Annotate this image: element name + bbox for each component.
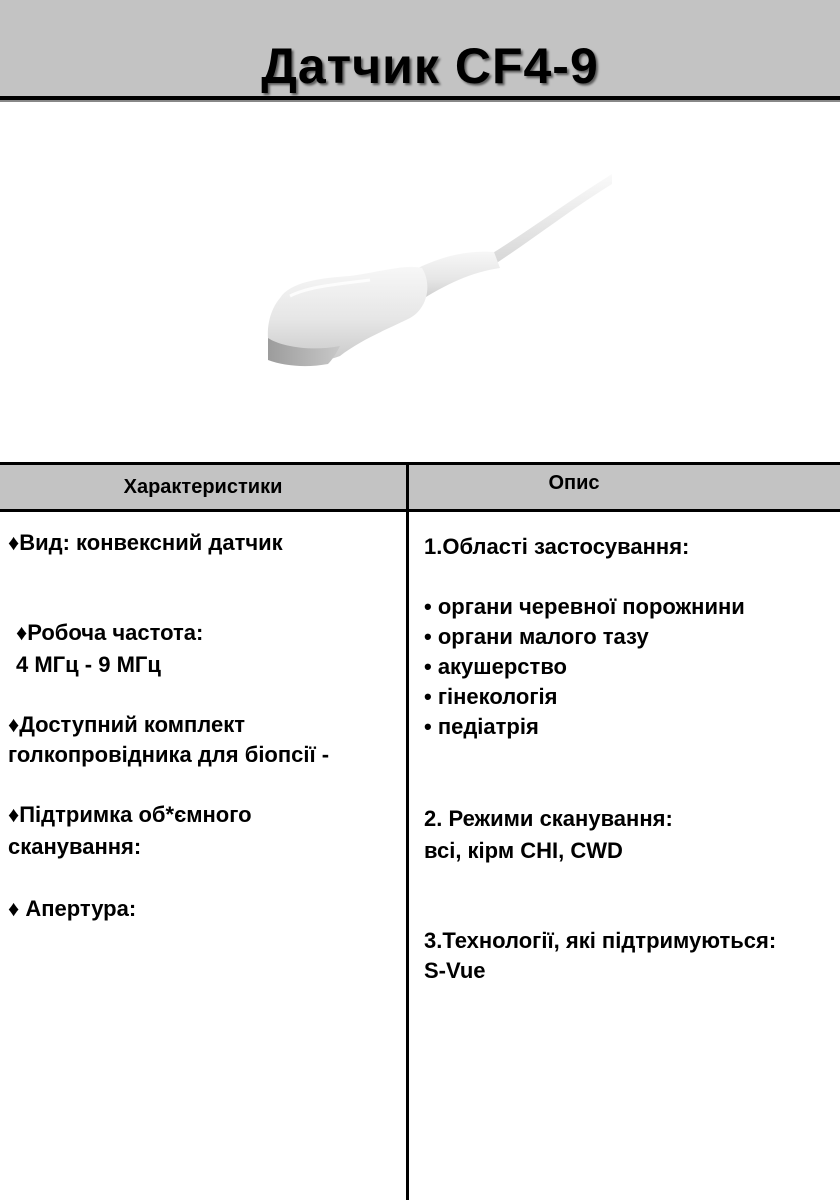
list-item: • органи черевної порожнини [424,594,745,619]
page-title: Датчик CF4-9 [261,38,599,94]
header-characteristics: Характеристики [123,476,283,498]
list-item: • акушерство [424,654,567,679]
spec-frequency-value: 4 МГц - 9 МГц [16,652,161,677]
spec-type: ♦Вид: конвексний датчик [8,530,283,555]
column-divider [406,462,409,1200]
spec-volume-line1: ♦Підтримка об*ємного [8,802,252,827]
applications-title: 1.Області застосування: [424,534,690,559]
spec-biopsy-line2: голкопровідника для біопсії - [8,742,330,767]
modes-title: 2. Режими сканування: [424,806,673,831]
ultrasound-convex-probe-icon [250,160,620,380]
list-item: • педіатрія [424,714,539,739]
title-banner-shadow [0,100,840,102]
technologies-value: S-Vue [424,958,486,983]
technologies-title: 3.Технології, які підтримуються: [424,928,777,953]
spec-aperture: ♦ Апертура: [8,896,137,921]
header-description: Опис [548,472,600,494]
list-item: • гінекологія [424,684,558,709]
spec-volume-line2: сканування: [8,834,142,859]
modes-value: всі, кірм CHI, CWD [424,838,623,863]
spec-biopsy-line1: ♦Доступний комплект [8,712,245,737]
spec-frequency-label: ♦Робоча частота: [16,620,204,645]
list-item: • органи малого тазу [424,624,649,649]
